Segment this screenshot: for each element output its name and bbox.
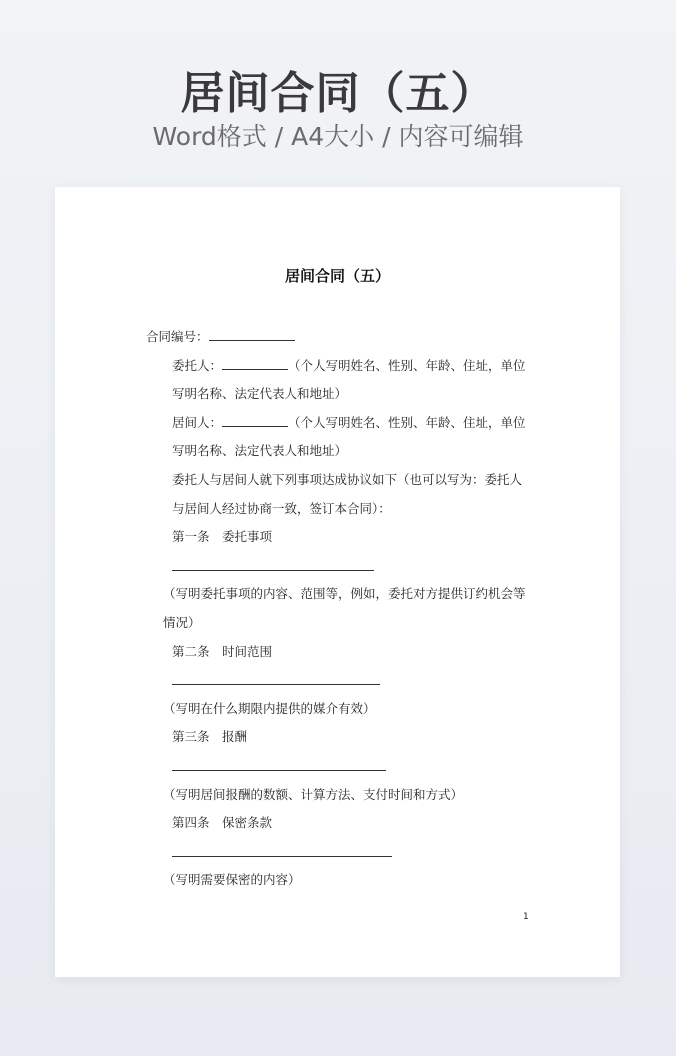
article-2-note: （写明在什么期限内提供的媒介有效） bbox=[163, 700, 376, 716]
article-2-heading: 第二条 时间范围 bbox=[172, 643, 273, 659]
article-3-blank[interactable] bbox=[172, 770, 386, 771]
broker-note: （个人写明姓名、性别、年龄、住址，单位写明名称、法定代表人和地址） bbox=[172, 414, 526, 459]
document-body bbox=[146, 323, 531, 895]
banner-title: 居间合同（五） bbox=[180, 68, 496, 119]
document-title: 居间合同（五） bbox=[284, 267, 390, 285]
principal-paragraph bbox=[146, 352, 531, 409]
contract-number-blank[interactable] bbox=[209, 325, 295, 341]
article-2-blank-row bbox=[146, 666, 531, 695]
contract-number-line bbox=[146, 323, 531, 352]
article-3-blank-row bbox=[146, 752, 531, 781]
broker-blank[interactable] bbox=[222, 411, 288, 427]
page-number: 1 bbox=[523, 912, 529, 922]
article-1-blank[interactable] bbox=[172, 570, 374, 571]
article-1-blank-row bbox=[146, 552, 531, 581]
article-4-note: （写明需要保密的内容） bbox=[163, 872, 301, 888]
broker-label: 居间人： bbox=[172, 414, 223, 430]
article-4-heading: 第四条 保密条款 bbox=[172, 815, 273, 831]
article-1-heading: 第一条 委托事项 bbox=[172, 529, 273, 545]
article-2-blank[interactable] bbox=[172, 684, 380, 685]
principal-label: 委托人： bbox=[172, 357, 223, 373]
article-3-heading: 第三条 报酬 bbox=[172, 729, 248, 745]
article-4-blank-row bbox=[146, 838, 531, 867]
broker-paragraph bbox=[146, 409, 531, 466]
principal-blank[interactable] bbox=[222, 354, 288, 370]
principal-note: （个人写明姓名、性别、年龄、住址，单位写明名称、法定代表人和地址） bbox=[172, 357, 526, 402]
article-4-blank[interactable] bbox=[172, 856, 392, 857]
contract-number-label: 合同编号： bbox=[146, 329, 209, 344]
banner-subtitle: Word格式 / A4大小 / 内容可编辑 bbox=[152, 122, 524, 151]
intro-paragraph: 委托人与居间人就下列事项达成协议如下（也可以写为：委托人与居间人经过协商一致，签订本合同）： bbox=[172, 471, 523, 516]
article-3-note: （写明居间报酬的数额、计算方法、支付时间和方式） bbox=[163, 786, 464, 802]
document-page bbox=[55, 187, 620, 977]
article-1-note: （写明委托事项的内容、范围等，例如，委托对方提供订约机会等情况） bbox=[163, 586, 526, 630]
